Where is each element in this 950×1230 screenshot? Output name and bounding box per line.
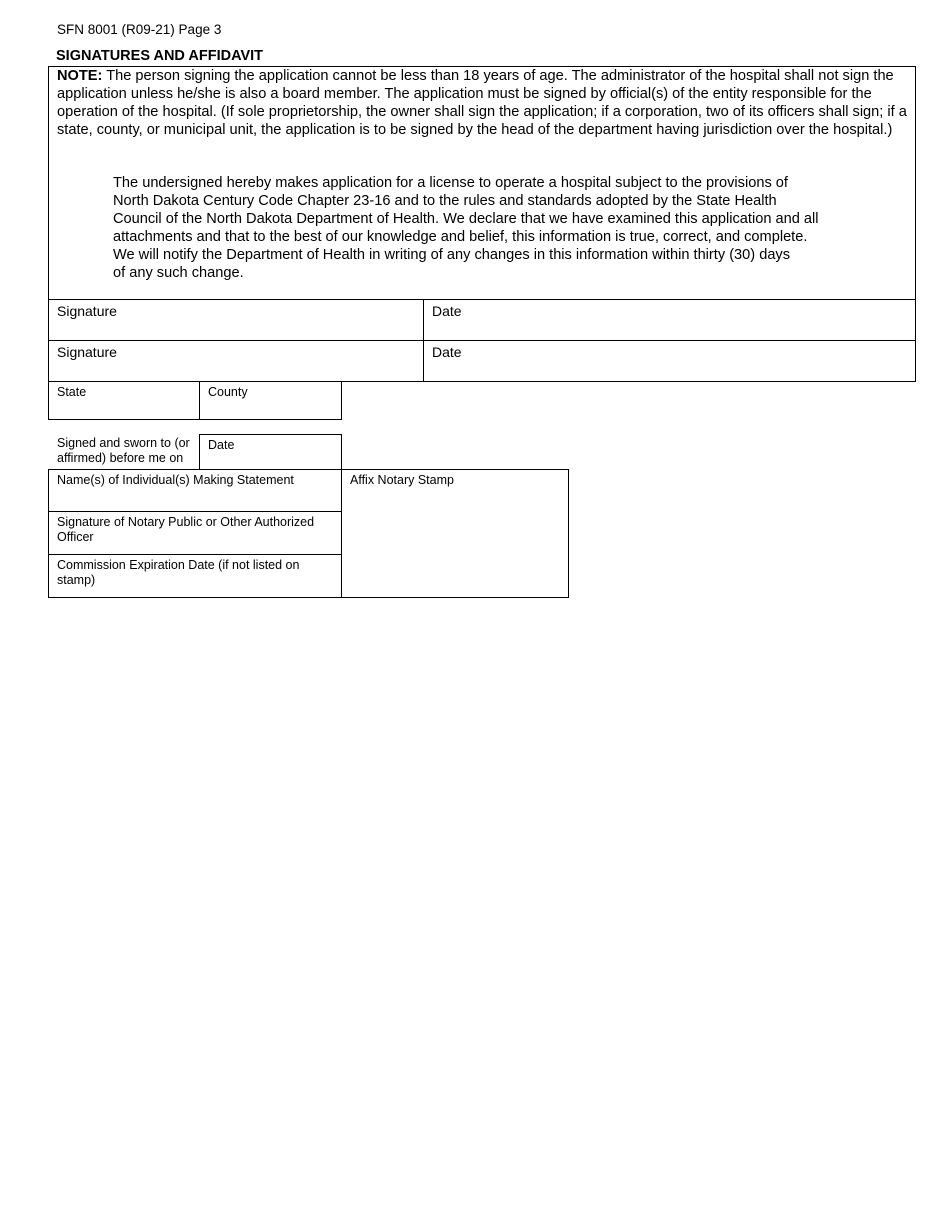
date-field-1[interactable] (423, 299, 916, 341)
affidavit-line: of any such change. (113, 265, 244, 281)
signature-label: Signature (57, 303, 117, 319)
notary-signature-label: Signature of Notary Public or Other Authorized Officer (57, 515, 315, 544)
signature-label: Signature (57, 344, 117, 360)
note-box (48, 66, 916, 300)
affidavit-line: North Dakota Century Code Chapter 23-16 and to the rules and standards adopted by the State Health (113, 193, 777, 209)
signature-field-1[interactable] (48, 299, 424, 341)
affidavit-line: attachments and that to the best of our knowledge and belief, this information is true, correct, and complete. (113, 229, 808, 245)
sworn-label: Signed and sworn to (or affirmed) before me on (57, 436, 190, 465)
notary-stamp-area[interactable] (341, 469, 569, 598)
section-title: SIGNATURES AND AFFIDAVIT (56, 48, 264, 64)
date-label: Date (432, 303, 462, 319)
affidavit-line: We will notify the Department of Health in writing of any changes in this information within thirty (30) days (113, 247, 791, 263)
county-label: County (208, 385, 248, 399)
state-label: State (57, 385, 87, 399)
commission-expiration-field[interactable] (48, 554, 342, 598)
affidavit-line: Council of the North Dakota Department of Health. We declare that we have examined this application and all (113, 211, 819, 227)
date-label: Date (432, 344, 462, 360)
state-field[interactable] (48, 381, 200, 420)
sworn-date-field[interactable] (199, 434, 342, 470)
individual-names-field[interactable] (48, 469, 342, 512)
commission-expiration-label: Commission Expiration Date (if not listed on stamp) (57, 558, 300, 587)
date-label: Date (208, 438, 235, 452)
note-label: NOTE: (57, 68, 103, 84)
county-field[interactable] (199, 381, 342, 420)
affidavit-line: The undersigned hereby makes application for a license to operate a hospital subject to the provisions of (113, 175, 788, 191)
affidavit-paragraph (113, 174, 883, 282)
form-id: SFN 8001 (R09-21) Page 3 (57, 22, 222, 37)
signature-field-2[interactable] (48, 340, 424, 382)
note-text: The person signing the application cannot be less than 18 years of age. The administrator of the hospital shall not sign the application unless he/she is also a board member. The application must be signed by official(s) of the entity responsible for the operation of the hospital. (If sole proprietorship, the owner shall sign the application; if a corporation, two of its officers shall sign; if a state, county, or municipal unit, the application is to be signed by the head of the department having jurisdiction over the hospital.) (57, 68, 907, 138)
date-field-2[interactable] (423, 340, 916, 382)
notary-signature-field[interactable] (48, 511, 342, 555)
notary-stamp-label: Affix Notary Stamp (350, 473, 454, 487)
note-paragraph (57, 67, 909, 139)
individual-names-label: Name(s) of Individual(s) Making Statement (57, 473, 294, 487)
